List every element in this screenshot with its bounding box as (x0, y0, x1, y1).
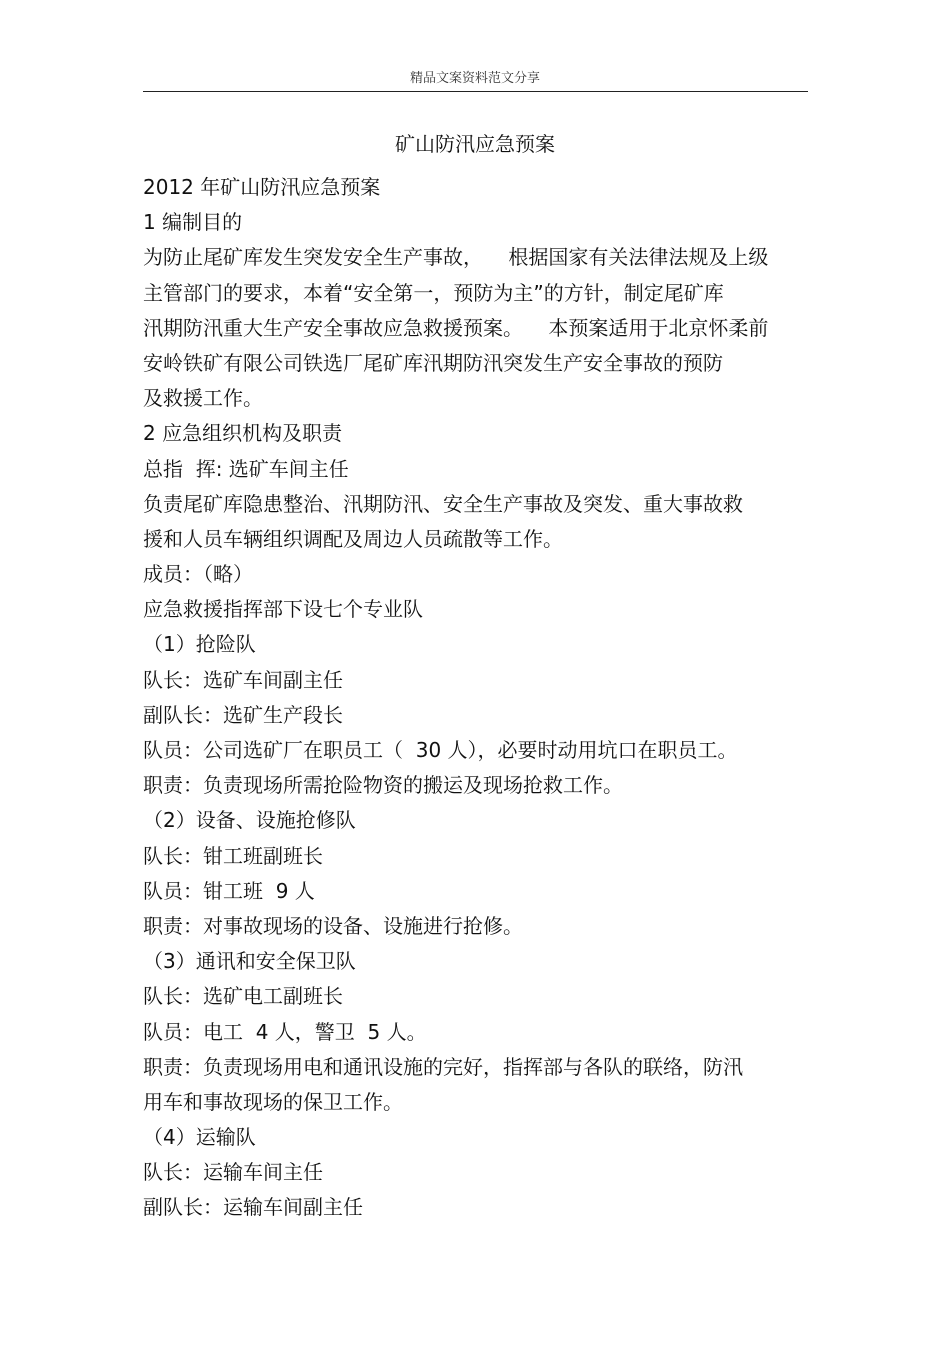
body-line: 安岭铁矿有限公司铁选厂尾矿库汛期防汛突发生产安全事故的预防 (143, 350, 723, 375)
body-line: 副队长：选矿生产段长 (143, 702, 343, 727)
body-line: 队员：公司选矿厂在职员工（ 30 人），必要时动用坑口在职员工。 (143, 738, 738, 762)
body-line: 成员：（略） (143, 562, 253, 587)
body-line: 总指 挥: 选矿车间主任 (143, 456, 349, 481)
body-line: 应急救援指挥部下设七个专业队 (143, 597, 423, 622)
body-line: 为防止尾矿库发生突发安全生产事故， 根据国家有关法律法规及上级 (143, 245, 769, 270)
header-divider (143, 91, 808, 92)
body-line: （3）通讯和安全保卫队 (143, 949, 356, 974)
body-line: 1 编制目的 (143, 210, 243, 235)
body-line: 队长：选矿车间副主任 (143, 667, 343, 692)
body-line: 及救援工作。 (143, 386, 263, 411)
body-line: 职责：负责现场用电和通讯设施的完好，指挥部与各队的联络，防汛 (143, 1054, 743, 1079)
body-line: 负责尾矿库隐患整治、汛期防汛、安全生产事故及突发、重大事故救 (143, 491, 743, 516)
document-title: 矿山防汛应急预案 (395, 132, 555, 156)
body-line: 2 应急组织机构及职责 (143, 421, 343, 446)
body-line: （4）运输队 (143, 1125, 256, 1150)
body-line: 2012 年矿山防汛应急预案 (143, 175, 381, 199)
body-line: 副队长：运输车间副主任 (143, 1195, 363, 1220)
body-line: （1）抢险队 (143, 632, 256, 657)
body-line: 职责：负责现场所需抢险物资的搬运及现场抢救工作。 (143, 773, 623, 798)
body-line: 职责：对事故现场的设备、设施进行抢修。 (143, 913, 523, 938)
body-line: 队员：钳工班 9 人 (143, 878, 315, 903)
body-line: 队长：钳工班副班长 (143, 843, 323, 868)
body-line: 援和人员车辆组织调配及周边人员疏散等工作。 (143, 526, 563, 551)
body-line: 队长：选矿电工副班长 (143, 984, 343, 1009)
page-header-text: 精品文案资料范文分享 (409, 71, 540, 86)
body-line: （2）设备、设施抢修队 (143, 808, 356, 833)
body-line: 用车和事故现场的保卫工作。 (143, 1089, 403, 1114)
body-line: 队员：电工 4 人，警卫 5 人。 (143, 1019, 427, 1044)
body-line: 汛期防汛重大生产安全事故应急救援预案。 本预案适用于北京怀柔前 (143, 315, 769, 340)
body-line: 主管部门的要求，本着“安全第一，预防为主”的方针，制定尾矿库 (143, 280, 724, 305)
document-body (143, 170, 808, 1226)
body-line: 队长：运输车间主任 (143, 1160, 323, 1185)
